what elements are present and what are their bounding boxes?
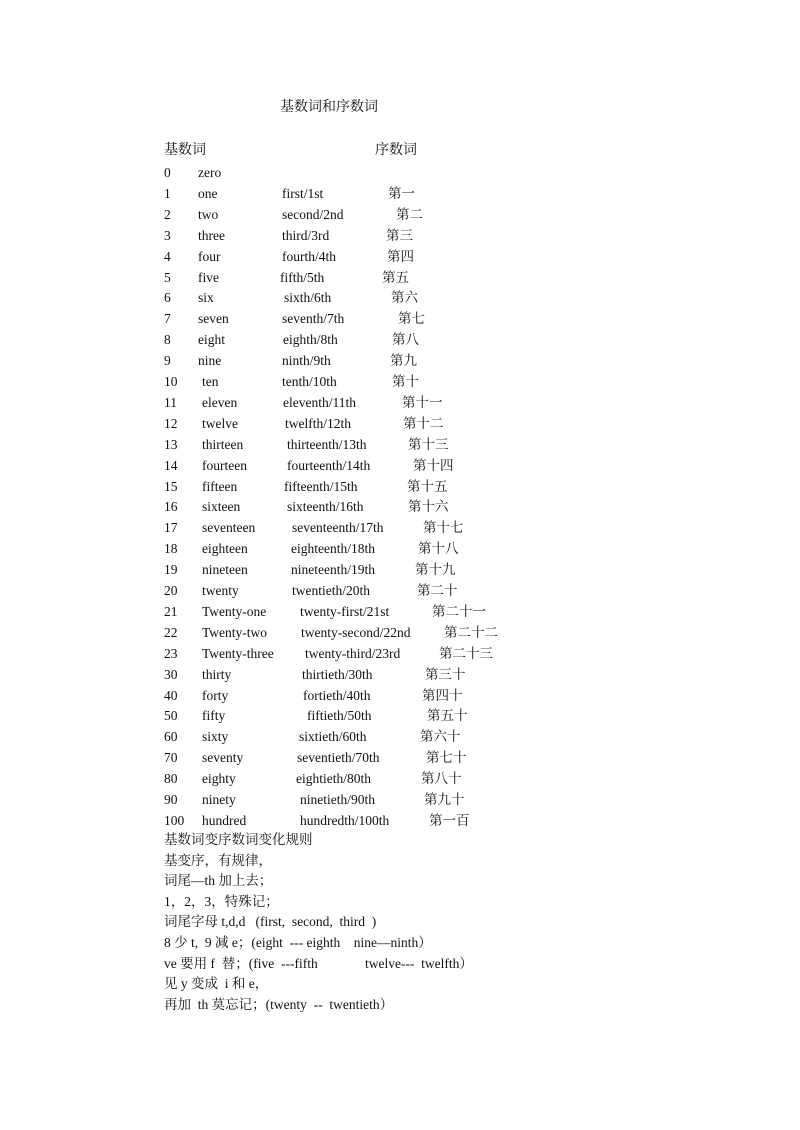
row-number: 4 (164, 248, 171, 264)
ordinal-word: eightieth/80th (296, 771, 371, 787)
chinese-ordinal: 第十九 (415, 562, 456, 578)
table-row (0, 668, 800, 688)
cardinal-word: eighteen (202, 541, 248, 557)
cardinal-word: twelve (202, 415, 238, 431)
chinese-ordinal: 第五 (382, 269, 409, 285)
chinese-ordinal: 第十二 (403, 415, 444, 431)
table-row (0, 521, 800, 541)
ordinal-word: eighth/8th (283, 332, 338, 348)
cardinal-word: seven (198, 311, 229, 327)
cardinal-word: forty (202, 687, 229, 703)
row-number: 5 (164, 269, 171, 285)
chinese-ordinal: 第九十 (424, 792, 465, 807)
cardinal-word: six (198, 290, 214, 306)
ordinal-word: eighteenth/18th (291, 541, 375, 557)
table-row (0, 291, 800, 311)
rule-line: 词尾字母 t,d,d (first, second, third ) (164, 914, 377, 930)
table-row (0, 271, 800, 291)
chinese-ordinal: 第十一 (402, 394, 443, 410)
ordinal-word: third/3rd (282, 227, 330, 243)
chinese-ordinal: 第十八 (418, 541, 459, 557)
ordinal-word: hundredth/100th (300, 812, 390, 828)
row-number: 18 (164, 541, 178, 557)
chinese-ordinal: 第六 (391, 290, 418, 306)
row-number: 23 (164, 645, 178, 661)
row-number: 1 (164, 185, 171, 201)
chinese-ordinal: 第二十三 (439, 645, 493, 661)
table-row (0, 751, 800, 771)
chinese-ordinal: 第八十 (421, 771, 462, 787)
row-number: 100 (164, 812, 185, 828)
chinese-ordinal: 第三十 (425, 666, 466, 682)
table-row (0, 542, 800, 562)
cardinal-word: fourteen (202, 457, 247, 473)
table-row (0, 709, 800, 729)
cardinal-word: eleven (202, 394, 238, 410)
chinese-ordinal: 第十四 (413, 457, 454, 473)
cardinal-word: Twenty-two (202, 624, 268, 640)
row-number: 70 (164, 750, 178, 766)
table-row (0, 647, 800, 667)
table-row (0, 438, 800, 458)
table-row (0, 417, 800, 437)
chinese-ordinal: 第十 (392, 374, 419, 389)
chinese-ordinal: 第七 (398, 311, 425, 327)
table-row (0, 333, 800, 353)
chinese-ordinal: 第八 (392, 332, 419, 348)
table-row (0, 312, 800, 332)
table-row (0, 793, 800, 813)
row-number: 20 (164, 583, 178, 598)
row-number: 10 (164, 374, 178, 389)
row-number: 6 (164, 290, 171, 306)
chinese-ordinal: 第二十 (417, 583, 458, 598)
table-row (0, 563, 800, 583)
chinese-ordinal: 第一 (388, 185, 415, 201)
rule-line: 8 少 t, 9 减 e；(eight --- eighth nine—ninth） (164, 935, 432, 950)
cardinal-word: five (198, 269, 219, 285)
row-number: 7 (164, 311, 171, 327)
ordinal-word: ninetieth/90th (300, 792, 375, 807)
row-number: 14 (164, 457, 178, 473)
ordinal-word: fiftieth/50th (307, 708, 372, 724)
ordinal-word: fifteenth/15th (284, 478, 358, 494)
chinese-ordinal: 第二 (396, 206, 423, 222)
cardinal-word: zero (198, 165, 222, 180)
table-row (0, 814, 800, 834)
table-row (0, 772, 800, 792)
row-number: 9 (164, 353, 171, 369)
chinese-ordinal: 第三 (386, 227, 413, 243)
row-number: 80 (164, 771, 178, 787)
row-number: 40 (164, 687, 178, 703)
table-row (0, 375, 800, 395)
chinese-ordinal: 第九 (390, 353, 417, 369)
cardinal-word: fifty (202, 708, 226, 724)
row-number: 3 (164, 227, 171, 243)
rule-line: 基变序，有规律， (164, 852, 272, 868)
ordinal-word: fifth/5th (280, 269, 325, 285)
chinese-ordinal: 第二十二 (444, 624, 498, 640)
table-row (0, 187, 800, 207)
ordinal-word: twenty-first/21st (300, 603, 390, 619)
table-row (0, 584, 800, 604)
ordinal-header: 序数词 (375, 143, 417, 158)
row-number: 22 (164, 624, 178, 640)
page-title: 基数词和序数词 (280, 100, 378, 115)
table-row (0, 208, 800, 228)
table-row (0, 730, 800, 750)
cardinal-word: ninety (202, 792, 236, 807)
rule-line: 见 y 变成 i 和 e， (164, 976, 269, 992)
chinese-ordinal: 第十五 (407, 478, 448, 494)
ordinal-word: fourteenth/14th (287, 457, 371, 473)
row-number: 15 (164, 478, 178, 494)
table-row (0, 396, 800, 416)
ordinal-word: first/1st (282, 185, 324, 201)
row-number: 12 (164, 415, 178, 431)
cardinal-word: ten (202, 374, 219, 389)
cardinal-word: hundred (202, 812, 247, 828)
table-row (0, 166, 800, 186)
cardinal-word: three (198, 227, 225, 243)
table-row (0, 626, 800, 646)
row-number: 90 (164, 792, 178, 807)
ordinal-word: second/2nd (282, 206, 344, 222)
ordinal-word: seventeenth/17th (292, 520, 384, 536)
rule-line: 再加 th 莫忘记；(twenty -- twentieth） (164, 996, 394, 1012)
ordinal-word: ninth/9th (282, 353, 331, 369)
chinese-ordinal: 第一百 (429, 812, 470, 828)
ordinal-word: twenty-second/22nd (301, 624, 411, 640)
cardinal-header: 基数词 (164, 143, 206, 158)
rule-line: ve 要用 f 替；(five ---fifth twelve--- twelfth） (164, 955, 473, 971)
rules-heading: 基数词变序数词变化规则 (164, 832, 313, 847)
chinese-ordinal: 第七十 (426, 750, 467, 766)
row-number: 60 (164, 729, 178, 745)
ordinal-word: twentieth/20th (292, 583, 370, 598)
table-row (0, 689, 800, 709)
row-number: 21 (164, 603, 178, 619)
row-number: 30 (164, 666, 178, 682)
cardinal-word: fifteen (202, 478, 238, 494)
cardinal-word: one (198, 185, 218, 201)
ordinal-word: fourth/4th (282, 248, 336, 264)
chinese-ordinal: 第四十 (422, 687, 463, 703)
chinese-ordinal: 第五十 (427, 708, 468, 724)
cardinal-word: eight (198, 332, 225, 348)
ordinal-word: eleventh/11th (283, 394, 356, 410)
cardinal-word: Twenty-one (202, 603, 267, 619)
cardinal-word: twenty (202, 583, 239, 598)
cardinal-word: nineteen (202, 562, 248, 578)
table-row (0, 480, 800, 500)
ordinal-word: tenth/10th (282, 374, 337, 389)
ordinal-word: nineteenth/19th (291, 562, 375, 578)
cardinal-word: four (198, 248, 221, 264)
row-number: 0 (164, 165, 171, 180)
chinese-ordinal: 第二十一 (432, 603, 486, 619)
cardinal-word: sixteen (202, 499, 241, 515)
table-row (0, 500, 800, 520)
rule-line: 词尾—th 加上去； (164, 873, 273, 889)
table-row (0, 229, 800, 249)
row-number: 50 (164, 708, 178, 724)
table-row (0, 250, 800, 270)
ordinal-word: sixteenth/16th (287, 499, 364, 515)
ordinal-word: twenty-third/23rd (305, 645, 401, 661)
rule-line: 1，2，3，特殊记； (164, 893, 279, 909)
chinese-ordinal: 第十六 (408, 499, 449, 515)
cardinal-word: eighty (202, 771, 236, 787)
ordinal-word: seventieth/70th (297, 750, 380, 766)
row-number: 19 (164, 562, 178, 578)
ordinal-word: thirtieth/30th (302, 666, 373, 682)
chinese-ordinal: 第六十 (420, 729, 461, 745)
cardinal-word: seventeen (202, 520, 256, 536)
cardinal-word: thirteen (202, 436, 244, 452)
ordinal-word: sixth/6th (284, 290, 332, 306)
ordinal-word: seventh/7th (282, 311, 345, 327)
cardinal-word: thirty (202, 666, 232, 682)
cardinal-word: sixty (202, 729, 229, 745)
ordinal-word: sixtieth/60th (299, 729, 367, 745)
table-row (0, 605, 800, 625)
table-row (0, 354, 800, 374)
table-row (0, 459, 800, 479)
row-number: 11 (164, 394, 177, 410)
row-number: 17 (164, 520, 178, 536)
row-number: 13 (164, 436, 178, 452)
cardinal-word: seventy (202, 750, 244, 766)
cardinal-word: two (198, 206, 219, 222)
ordinal-word: twelfth/12th (285, 415, 351, 431)
row-number: 8 (164, 332, 171, 348)
row-number: 16 (164, 499, 178, 515)
chinese-ordinal: 第十七 (423, 520, 464, 536)
ordinal-word: thirteenth/13th (287, 436, 367, 452)
cardinal-word: nine (198, 353, 222, 369)
chinese-ordinal: 第十三 (408, 436, 449, 452)
cardinal-word: Twenty-three (202, 645, 274, 661)
row-number: 2 (164, 206, 171, 222)
ordinal-word: fortieth/40th (303, 687, 371, 703)
chinese-ordinal: 第四 (387, 248, 414, 264)
